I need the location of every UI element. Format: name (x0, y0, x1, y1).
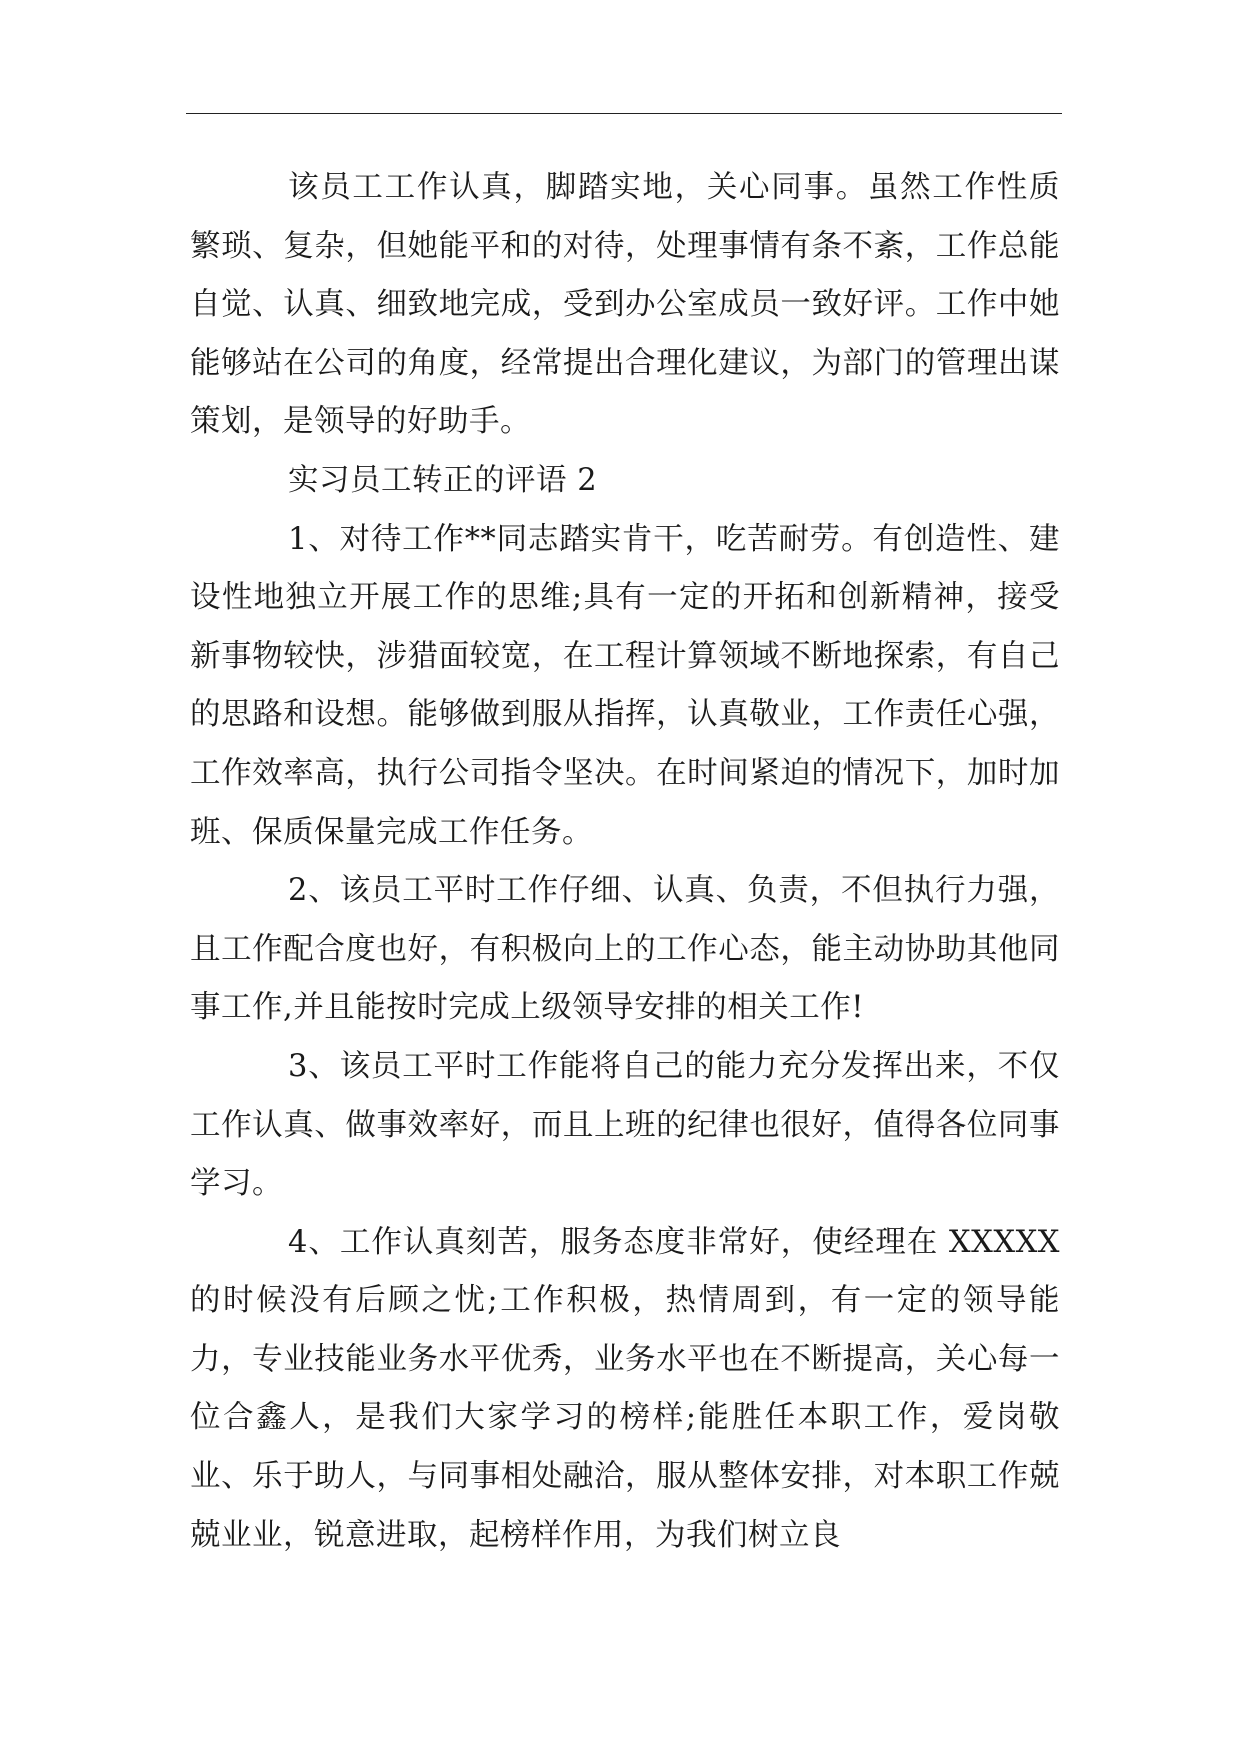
header-rule (186, 113, 1062, 114)
paragraph-item-1: 1、对待工作**同志踏实肯干，吃苦耐劳。有创造性、建设性地独立开展工作的思维;具有一定的开拓和创新精神，接受新事物较快，涉猎面较宽，在工程计算领域不断地探索，有自己的思路和设想。能够做到服从指挥，认真敬业，工作责任心强，工作效率高，执行公司指令坚决。在时间紧迫的情况下，加时加班、保质保量完成工作任务。 (190, 521, 1060, 850)
paragraph-evaluation-1: 该员工工作认真，脚踏实地，关心同事。虽然工作性质繁琐、复杂，但她能平和的对待，处理事情有条不紊，工作总能自觉、认真、细致地完成，受到办公室成员一致好评。工作中她能够站在公司的角度，经常提出合理化建议，为部门的管理出谋策划，是领导的好助手。 (190, 170, 1060, 440)
document-body (190, 159, 1060, 1565)
paragraph-item-3: 3、该员工平时工作能将自己的能力充分发挥出来，不仅工作认真、做事效率好，而且上班的纪律也很好，值得各位同事学习。 (190, 1048, 1060, 1202)
paragraph-item-2: 2、该员工平时工作仔细、认真、负责，不但执行力强，且工作配合度也好，有积极向上的工作心态，能主动协助其他同事工作,并且能按时完成上级领导安排的相关工作! (190, 873, 1060, 1026)
paragraph-item-4: 4、工作认真刻苦，服务态度非常好，使经理在 XXXXX 的时候没有后顾之忧;工作积极，热情周到，有一定的领导能力，专业技能业务水平优秀，业务水平也在不断提高，关心每一位合鑫人，是我们大家学习的榜样;能胜任本职工作，爱岗敬业、乐于助人，与同事相处融洽，服从整体安排，对本职工作兢兢业业，锐意进取，起榜样作用，为我们树立良 (190, 1224, 1060, 1553)
section-heading: 实习员工转正的评语 2 (288, 462, 598, 498)
